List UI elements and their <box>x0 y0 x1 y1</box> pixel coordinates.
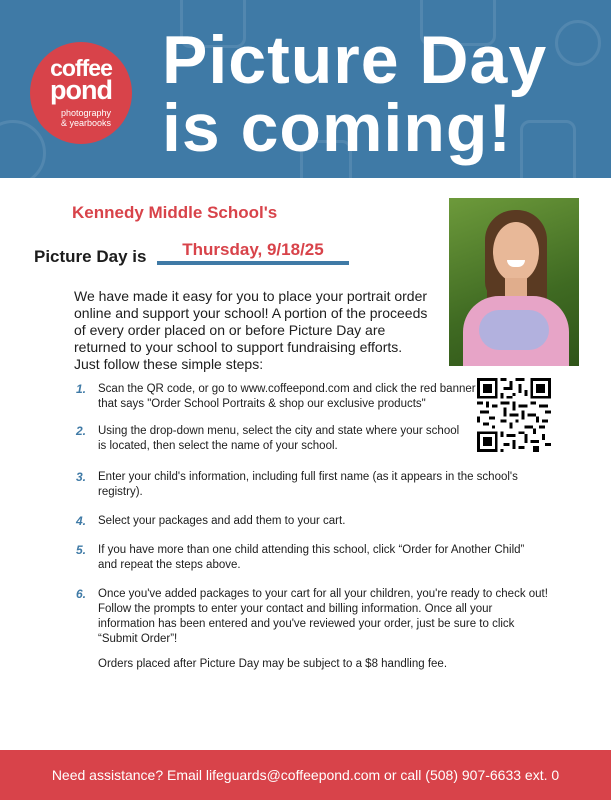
decor-shape <box>0 120 46 178</box>
decor-shape <box>555 20 601 66</box>
step-text: Enter your child's information, including full first name (as it appears in the school's registry). <box>98 471 518 498</box>
step-number: 3. <box>76 470 87 484</box>
logo-word-coffee: coffee <box>50 55 112 81</box>
school-name: Kennedy Middle School's <box>72 203 278 222</box>
step-number: 6. <box>76 587 87 601</box>
step-number: 4. <box>76 514 87 528</box>
logo-tagline: photography <box>60 108 112 118</box>
step-number: 1. <box>76 382 87 396</box>
student-photo <box>449 198 579 366</box>
logo-tagline-2: & yearbooks <box>60 118 112 128</box>
picture-day-date: Thursday, 9/18/25 <box>182 240 324 259</box>
step-number: 5. <box>76 543 87 557</box>
step-text: Once you've added packages to your cart for all your children, you're ready to check out! Follow the prompts to enter your contact and billing information. Once all your information has been entered and you've reviewed your order, just be sure to click “Submit Order”! <box>98 588 548 645</box>
date-underline <box>157 261 349 265</box>
header-banner <box>0 0 611 178</box>
step-number: 2. <box>76 424 87 438</box>
coffeepond-logo <box>30 42 132 144</box>
step-text: Scan the QR code, or go to www.coffeepond.com and click the red banner that says "Order School Portraits & shop our exclusive products" <box>98 383 476 410</box>
picture-day-label: Picture Day is <box>34 247 147 266</box>
step-text: Select your packages and add them to your cart. <box>98 515 346 527</box>
page-title-line2: is coming! <box>162 90 513 166</box>
decor-shape <box>520 120 576 178</box>
page-title-line1: Picture Day <box>162 22 548 98</box>
late-order-note: Orders placed after Picture Day may be subject to a $8 handling fee. <box>98 658 448 670</box>
logo-word-pond: pond <box>50 75 112 105</box>
step-text: If you have more than one child attending this school, click “Order for Another Child” and repeat the steps above. <box>98 544 525 571</box>
step-text: Using the drop-down menu, select the city and state where your school is located, then select the name of your school. <box>98 425 460 452</box>
footer-banner <box>0 750 611 800</box>
contact-info: Need assistance? Email lifeguards@coffeepond.com or call (508) 907-6633 ext. 0 <box>51 767 560 783</box>
qr-code[interactable] <box>477 378 551 452</box>
intro-paragraph: We have made it easy for you to place your portrait order online and support your school! A portion of the proceeds of every order placed on or before Picture Day are returned to your school to support fundraising efforts. Just follow these simple steps: <box>74 288 428 372</box>
